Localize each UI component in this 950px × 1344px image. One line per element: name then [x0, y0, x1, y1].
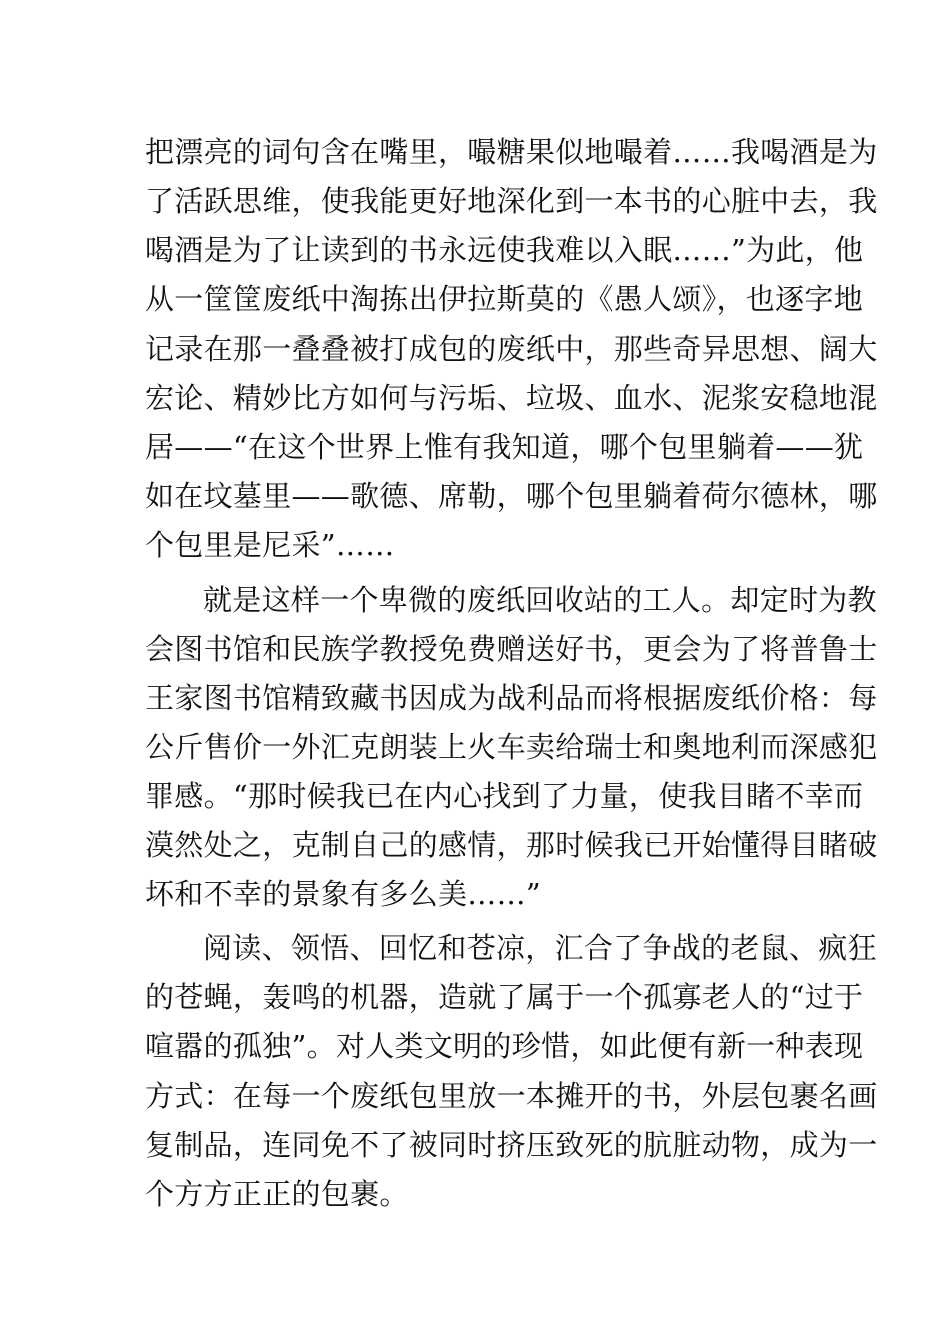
paragraph-3-line-1: 阅读、领悟、回忆和苍凉，汇合了争战的老鼠、疯狂 [203, 931, 877, 965]
paragraph-1-line-4: 从一筐筐废纸中淘拣出伊拉斯莫的《愚人颂》，也逐字地 [145, 282, 864, 316]
paragraph-1-line-1: 把漂亮的词句含在嘴里，嘬糖果似地嘬着……我喝酒是为 [145, 135, 878, 169]
paragraph-1-line-8: 如在坟墓里——歌德、席勒，哪个包里躺着荷尔德林，哪 [145, 479, 878, 513]
paragraph-2-line-3: 王家图书馆精致藏书因成为战利品而将根据废纸价格：每 [145, 681, 878, 715]
paragraph-3-line-6: 个方方正正的包裹。 [145, 1177, 409, 1211]
paragraph-1-line-3: 喝酒是为了让读到的书永远使我难以入眠……”为此，他 [145, 233, 864, 267]
paragraph-2-line-1: 就是这样一个卑微的废纸回收站的工人。却定时为教 [203, 583, 877, 617]
paragraph-3-line-4: 方式：在每一个废纸包里放一本摊开的书，外层包裹名画 [145, 1079, 878, 1113]
paragraph-1-line-7: 居——“在这个世界上惟有我知道，哪个包里躺着——犹 [145, 430, 864, 464]
paragraph-3-line-2: 的苍蝇，轰鸣的机器，造就了属于一个孤寡老人的“过于 [145, 980, 864, 1014]
paragraph-2-line-5: 罪感。“那时候我已在内心找到了力量，使我目睹不幸而 [145, 779, 864, 813]
paragraph-1-line-6: 宏论、精妙比方如何与污垢、垃圾、血水、泥浆安稳地混 [145, 381, 878, 415]
paragraph-1-line-2: 了活跃思维，使我能更好地深化到一本书的心脏中去，我 [145, 184, 878, 218]
paragraph-1-line-5: 记录在那一叠叠被打成包的废纸中，那些奇异思想、阔大 [145, 332, 878, 366]
paragraph-2-line-6: 漠然处之，克制自己的感情，那时候我已开始懂得目睹破 [145, 828, 878, 862]
paragraph-2-line-4: 公斤售价一外汇克朗装上火车卖给瑞士和奥地利而深感犯 [145, 730, 878, 764]
paragraph-2-line-2: 会图书馆和民族学教授免费赠送好书，更会为了将普鲁士 [145, 632, 878, 666]
paragraph-1-line-9: 个包里是尼采”…… [145, 528, 395, 562]
paragraph-3-line-3: 喧嚣的孤独”。对人类文明的珍惜，如此便有新一种表现 [145, 1029, 864, 1063]
paragraph-2-line-7: 坏和不幸的景象有多么美……” [145, 877, 542, 911]
paragraph-3-line-5: 复制品，连同免不了被同时挤压致死的肮脏动物，成为一 [145, 1128, 878, 1162]
